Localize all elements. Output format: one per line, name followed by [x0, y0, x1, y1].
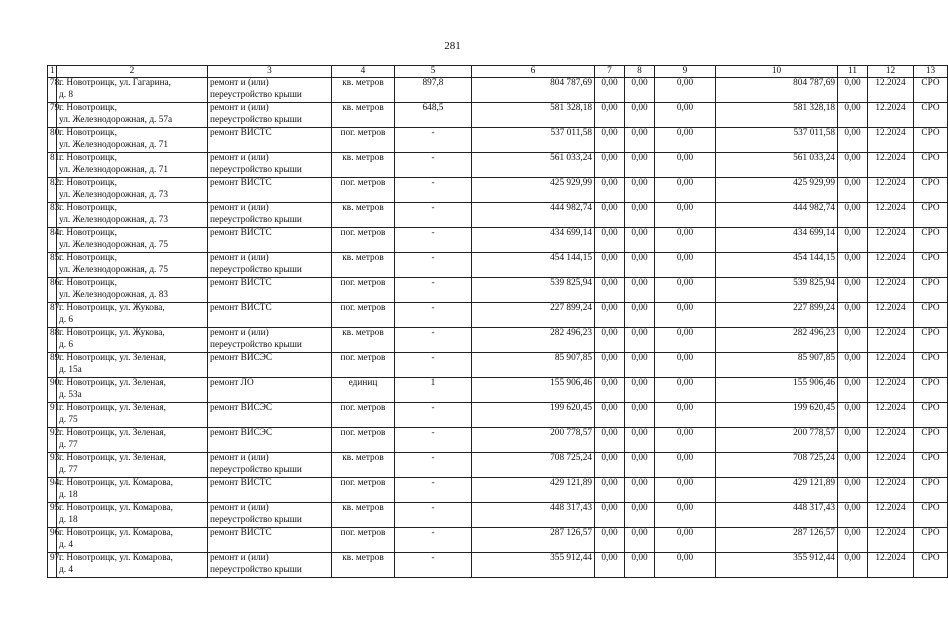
- value-cell: 0,00: [838, 553, 868, 578]
- row-number-cell: 88.: [48, 328, 57, 353]
- address-cell: г. Новотроицк, ул. Железнодорожная, д. 71: [57, 153, 208, 178]
- value-cell: 0,00: [625, 503, 655, 528]
- unit-cell: кв. метров: [332, 328, 395, 353]
- value-cell: 0,00: [655, 203, 716, 228]
- table-row: [48, 103, 948, 128]
- column-header: 7: [595, 66, 625, 78]
- method-cell: СРО: [914, 303, 948, 328]
- method-cell: СРО: [914, 453, 948, 478]
- value-cell: 0,00: [625, 428, 655, 453]
- method-cell: СРО: [914, 178, 948, 203]
- method-cell: СРО: [914, 503, 948, 528]
- total-cost-cell: 200 778,57: [472, 428, 595, 453]
- fund-cost-cell: 448 317,43: [716, 503, 838, 528]
- date-cell: 12.2024: [868, 378, 914, 403]
- volume-cell: 1: [395, 378, 472, 403]
- volume-cell: -: [395, 478, 472, 503]
- table-row: [48, 353, 948, 378]
- page-number: 281: [444, 40, 461, 52]
- value-cell: 0,00: [655, 228, 716, 253]
- value-cell: 0,00: [595, 78, 625, 103]
- unit-cell: кв. метров: [332, 253, 395, 278]
- value-cell: 0,00: [595, 228, 625, 253]
- unit-cell: кв. метров: [332, 78, 395, 103]
- table-row: [48, 278, 948, 303]
- row-number-cell: 78.: [48, 78, 57, 103]
- method-cell: СРО: [914, 403, 948, 428]
- table-row: [48, 153, 948, 178]
- unit-cell: пог. метров: [332, 178, 395, 203]
- work-type-cell: ремонт ЛО: [208, 378, 332, 403]
- total-cost-cell: 282 496,23: [472, 328, 595, 353]
- row-number-cell: 90.: [48, 378, 57, 403]
- value-cell: 0,00: [838, 78, 868, 103]
- method-cell: СРО: [914, 353, 948, 378]
- date-cell: 12.2024: [868, 353, 914, 378]
- work-type-cell: ремонт ВИСЭС: [208, 353, 332, 378]
- value-cell: 0,00: [655, 428, 716, 453]
- method-cell: СРО: [914, 128, 948, 153]
- address-cell: г. Новотроицк, ул. Железнодорожная, д. 75: [57, 228, 208, 253]
- value-cell: 0,00: [625, 353, 655, 378]
- value-cell: 0,00: [838, 378, 868, 403]
- total-cost-cell: 804 787,69: [472, 78, 595, 103]
- value-cell: 0,00: [655, 403, 716, 428]
- fund-cost-cell: 539 825,94: [716, 278, 838, 303]
- value-cell: 0,00: [625, 303, 655, 328]
- date-cell: 12.2024: [868, 203, 914, 228]
- total-cost-cell: 581 328,18: [472, 103, 595, 128]
- value-cell: 0,00: [655, 153, 716, 178]
- volume-cell: -: [395, 328, 472, 353]
- fund-cost-cell: 454 144,15: [716, 253, 838, 278]
- work-type-cell: ремонт ВИСТС: [208, 528, 332, 553]
- table-row: [48, 478, 948, 503]
- date-cell: 12.2024: [868, 453, 914, 478]
- volume-cell: -: [395, 128, 472, 153]
- total-cost-cell: 708 725,24: [472, 453, 595, 478]
- method-cell: СРО: [914, 528, 948, 553]
- method-cell: СРО: [914, 553, 948, 578]
- value-cell: 0,00: [838, 278, 868, 303]
- table-row: [48, 178, 948, 203]
- volume-cell: -: [395, 353, 472, 378]
- address-cell: г. Новотроицк, ул. Железнодорожная, д. 75: [57, 253, 208, 278]
- value-cell: 0,00: [655, 178, 716, 203]
- unit-cell: пог. метров: [332, 228, 395, 253]
- value-cell: 0,00: [595, 428, 625, 453]
- row-number-cell: 79.: [48, 103, 57, 128]
- address-cell: г. Новотроицк, ул. Железнодорожная, д. 57а: [57, 103, 208, 128]
- value-cell: 0,00: [655, 503, 716, 528]
- address-cell: г. Новотроицк, ул. Гагарина, д. 8: [57, 78, 208, 103]
- row-number-cell: 94.: [48, 478, 57, 503]
- address-cell: г. Новотроицк, ул. Комарова, д. 18: [57, 503, 208, 528]
- value-cell: 0,00: [838, 478, 868, 503]
- value-cell: 0,00: [838, 153, 868, 178]
- volume-cell: 897,8: [395, 78, 472, 103]
- date-cell: 12.2024: [868, 228, 914, 253]
- value-cell: 0,00: [595, 378, 625, 403]
- unit-cell: пог. метров: [332, 128, 395, 153]
- fund-cost-cell: 804 787,69: [716, 78, 838, 103]
- row-number-cell: 93.: [48, 453, 57, 478]
- value-cell: 0,00: [838, 503, 868, 528]
- column-header: 12: [868, 66, 914, 78]
- address-cell: г. Новотроицк, ул. Комарова, д. 4: [57, 528, 208, 553]
- volume-cell: -: [395, 178, 472, 203]
- fund-cost-cell: 708 725,24: [716, 453, 838, 478]
- fund-cost-cell: 425 929,99: [716, 178, 838, 203]
- volume-cell: -: [395, 153, 472, 178]
- total-cost-cell: 155 906,46: [472, 378, 595, 403]
- unit-cell: пог. метров: [332, 303, 395, 328]
- value-cell: 0,00: [838, 528, 868, 553]
- method-cell: СРО: [914, 103, 948, 128]
- table-row: [48, 303, 948, 328]
- column-header: 13: [914, 66, 948, 78]
- total-cost-cell: 425 929,99: [472, 178, 595, 203]
- work-type-cell: ремонт и (или) переустройство крыши: [208, 253, 332, 278]
- row-number-cell: 82.: [48, 178, 57, 203]
- volume-cell: -: [395, 453, 472, 478]
- row-number-cell: 92.: [48, 428, 57, 453]
- value-cell: 0,00: [595, 103, 625, 128]
- row-number-cell: 91.: [48, 403, 57, 428]
- method-cell: СРО: [914, 378, 948, 403]
- register-table: [47, 65, 948, 578]
- address-cell: г. Новотроицк, ул. Зеленая, д. 75: [57, 403, 208, 428]
- date-cell: 12.2024: [868, 303, 914, 328]
- work-type-cell: ремонт и (или) переустройство крыши: [208, 503, 332, 528]
- value-cell: 0,00: [595, 503, 625, 528]
- method-cell: СРО: [914, 253, 948, 278]
- method-cell: СРО: [914, 278, 948, 303]
- fund-cost-cell: 227 899,24: [716, 303, 838, 328]
- work-type-cell: ремонт ВИСТС: [208, 303, 332, 328]
- total-cost-cell: 539 825,94: [472, 278, 595, 303]
- value-cell: 0,00: [655, 78, 716, 103]
- work-type-cell: ремонт ВИСТС: [208, 128, 332, 153]
- row-number-cell: 80.: [48, 128, 57, 153]
- fund-cost-cell: 429 121,89: [716, 478, 838, 503]
- value-cell: 0,00: [625, 78, 655, 103]
- total-cost-cell: 561 033,24: [472, 153, 595, 178]
- table-row: [48, 503, 948, 528]
- address-cell: г. Новотроицк, ул. Жукова, д. 6: [57, 303, 208, 328]
- address-cell: г. Новотроицк, ул. Зеленая, д. 53а: [57, 378, 208, 403]
- work-type-cell: ремонт ВИСЭС: [208, 403, 332, 428]
- date-cell: 12.2024: [868, 328, 914, 353]
- work-type-cell: ремонт ВИСТС: [208, 178, 332, 203]
- value-cell: 0,00: [595, 328, 625, 353]
- work-type-cell: ремонт и (или) переустройство крыши: [208, 553, 332, 578]
- table-row: [48, 378, 948, 403]
- value-cell: 0,00: [838, 303, 868, 328]
- total-cost-cell: 434 699,14: [472, 228, 595, 253]
- column-header: 2: [57, 66, 208, 78]
- value-cell: 0,00: [655, 553, 716, 578]
- table-row: [48, 428, 948, 453]
- table-row: [48, 203, 948, 228]
- work-type-cell: ремонт и (или) переустройство крыши: [208, 78, 332, 103]
- method-cell: СРО: [914, 428, 948, 453]
- value-cell: 0,00: [655, 278, 716, 303]
- column-header: 11: [838, 66, 868, 78]
- fund-cost-cell: 155 906,46: [716, 378, 838, 403]
- work-type-cell: ремонт ВИСЭС: [208, 428, 332, 453]
- fund-cost-cell: 287 126,57: [716, 528, 838, 553]
- table-body: [48, 78, 948, 578]
- method-cell: СРО: [914, 153, 948, 178]
- work-type-cell: ремонт ВИСТС: [208, 228, 332, 253]
- row-number-cell: 87.: [48, 303, 57, 328]
- row-number-cell: 86.: [48, 278, 57, 303]
- value-cell: 0,00: [595, 178, 625, 203]
- row-number-cell: 83.: [48, 203, 57, 228]
- row-number-cell: 85.: [48, 253, 57, 278]
- value-cell: 0,00: [838, 103, 868, 128]
- date-cell: 12.2024: [868, 253, 914, 278]
- column-header: 6: [472, 66, 595, 78]
- value-cell: 0,00: [838, 203, 868, 228]
- volume-cell: -: [395, 528, 472, 553]
- column-header: 10: [716, 66, 838, 78]
- value-cell: 0,00: [655, 353, 716, 378]
- method-cell: СРО: [914, 203, 948, 228]
- value-cell: 0,00: [625, 403, 655, 428]
- row-number-cell: 81.: [48, 153, 57, 178]
- method-cell: СРО: [914, 328, 948, 353]
- value-cell: 0,00: [625, 478, 655, 503]
- value-cell: 0,00: [595, 203, 625, 228]
- column-header: 8: [625, 66, 655, 78]
- table-row: [48, 528, 948, 553]
- date-cell: 12.2024: [868, 528, 914, 553]
- unit-cell: кв. метров: [332, 203, 395, 228]
- unit-cell: пог. метров: [332, 353, 395, 378]
- date-cell: 12.2024: [868, 153, 914, 178]
- row-number-cell: 97.: [48, 553, 57, 578]
- value-cell: 0,00: [625, 228, 655, 253]
- date-cell: 12.2024: [868, 553, 914, 578]
- total-cost-cell: 85 907,85: [472, 353, 595, 378]
- column-header: 3: [208, 66, 332, 78]
- table-row: [48, 128, 948, 153]
- unit-cell: кв. метров: [332, 553, 395, 578]
- total-cost-cell: 454 144,15: [472, 253, 595, 278]
- unit-cell: пог. метров: [332, 403, 395, 428]
- value-cell: 0,00: [625, 278, 655, 303]
- table-row: [48, 553, 948, 578]
- unit-cell: кв. метров: [332, 453, 395, 478]
- value-cell: 0,00: [625, 528, 655, 553]
- value-cell: 0,00: [655, 253, 716, 278]
- value-cell: 0,00: [838, 453, 868, 478]
- value-cell: 0,00: [595, 153, 625, 178]
- address-cell: г. Новотроицк, ул. Зеленая, д. 15а: [57, 353, 208, 378]
- value-cell: 0,00: [625, 253, 655, 278]
- value-cell: 0,00: [838, 403, 868, 428]
- unit-cell: пог. метров: [332, 428, 395, 453]
- column-header: 9: [655, 66, 716, 78]
- address-cell: г. Новотроицк, ул. Зеленая, д. 77: [57, 453, 208, 478]
- work-type-cell: ремонт и (или) переустройство крыши: [208, 453, 332, 478]
- value-cell: 0,00: [838, 178, 868, 203]
- value-cell: 0,00: [655, 378, 716, 403]
- unit-cell: кв. метров: [332, 103, 395, 128]
- value-cell: 0,00: [625, 453, 655, 478]
- row-number-cell: 95.: [48, 503, 57, 528]
- address-cell: г. Новотроицк, ул. Железнодорожная, д. 71: [57, 128, 208, 153]
- fund-cost-cell: 355 912,44: [716, 553, 838, 578]
- volume-cell: -: [395, 278, 472, 303]
- unit-cell: пог. метров: [332, 528, 395, 553]
- method-cell: СРО: [914, 228, 948, 253]
- value-cell: 0,00: [595, 528, 625, 553]
- volume-cell: -: [395, 203, 472, 228]
- value-cell: 0,00: [625, 153, 655, 178]
- volume-cell: -: [395, 553, 472, 578]
- value-cell: 0,00: [595, 303, 625, 328]
- unit-cell: единиц: [332, 378, 395, 403]
- volume-cell: -: [395, 253, 472, 278]
- work-type-cell: ремонт и (или) переустройство крыши: [208, 153, 332, 178]
- column-header: 5: [395, 66, 472, 78]
- volume-cell: 648,5: [395, 103, 472, 128]
- date-cell: 12.2024: [868, 178, 914, 203]
- total-cost-cell: 199 620,45: [472, 403, 595, 428]
- value-cell: 0,00: [655, 128, 716, 153]
- fund-cost-cell: 199 620,45: [716, 403, 838, 428]
- value-cell: 0,00: [595, 278, 625, 303]
- unit-cell: кв. метров: [332, 153, 395, 178]
- table-row: [48, 403, 948, 428]
- value-cell: 0,00: [625, 103, 655, 128]
- value-cell: 0,00: [655, 453, 716, 478]
- total-cost-cell: 429 121,89: [472, 478, 595, 503]
- address-cell: г. Новотроицк, ул. Железнодорожная, д. 73: [57, 203, 208, 228]
- volume-cell: -: [395, 303, 472, 328]
- date-cell: 12.2024: [868, 428, 914, 453]
- work-type-cell: ремонт и (или) переустройство крыши: [208, 328, 332, 353]
- volume-cell: -: [395, 228, 472, 253]
- date-cell: 12.2024: [868, 278, 914, 303]
- table-row: [48, 228, 948, 253]
- total-cost-cell: 287 126,57: [472, 528, 595, 553]
- value-cell: 0,00: [595, 128, 625, 153]
- unit-cell: пог. метров: [332, 478, 395, 503]
- column-header: 4: [332, 66, 395, 78]
- total-cost-cell: 537 011,58: [472, 128, 595, 153]
- unit-cell: кв. метров: [332, 503, 395, 528]
- value-cell: 0,00: [595, 253, 625, 278]
- fund-cost-cell: 282 496,23: [716, 328, 838, 353]
- fund-cost-cell: 581 328,18: [716, 103, 838, 128]
- method-cell: СРО: [914, 478, 948, 503]
- value-cell: 0,00: [625, 128, 655, 153]
- date-cell: 12.2024: [868, 78, 914, 103]
- work-type-cell: ремонт и (или) переустройство крыши: [208, 203, 332, 228]
- row-number-cell: 96.: [48, 528, 57, 553]
- unit-cell: пог. метров: [332, 278, 395, 303]
- value-cell: 0,00: [655, 528, 716, 553]
- column-header: 1: [48, 66, 57, 78]
- address-cell: г. Новотроицк, ул. Железнодорожная, д. 83: [57, 278, 208, 303]
- volume-cell: -: [395, 503, 472, 528]
- value-cell: 0,00: [838, 228, 868, 253]
- value-cell: 0,00: [838, 428, 868, 453]
- address-cell: г. Новотроицк, ул. Комарова, д. 4: [57, 553, 208, 578]
- column-number-row: [48, 66, 948, 78]
- value-cell: 0,00: [625, 378, 655, 403]
- value-cell: 0,00: [625, 553, 655, 578]
- date-cell: 12.2024: [868, 478, 914, 503]
- value-cell: 0,00: [595, 353, 625, 378]
- value-cell: 0,00: [625, 178, 655, 203]
- row-number-cell: 89.: [48, 353, 57, 378]
- total-cost-cell: 444 982,74: [472, 203, 595, 228]
- address-cell: г. Новотроицк, ул. Комарова, д. 18: [57, 478, 208, 503]
- value-cell: 0,00: [595, 478, 625, 503]
- value-cell: 0,00: [595, 553, 625, 578]
- method-cell: СРО: [914, 78, 948, 103]
- total-cost-cell: 227 899,24: [472, 303, 595, 328]
- value-cell: 0,00: [655, 328, 716, 353]
- value-cell: 0,00: [838, 353, 868, 378]
- date-cell: 12.2024: [868, 103, 914, 128]
- work-type-cell: ремонт ВИСТС: [208, 278, 332, 303]
- address-cell: г. Новотроицк, ул. Железнодорожная, д. 73: [57, 178, 208, 203]
- fund-cost-cell: 85 907,85: [716, 353, 838, 378]
- row-number-cell: 84.: [48, 228, 57, 253]
- work-type-cell: ремонт и (или) переустройство крыши: [208, 103, 332, 128]
- volume-cell: -: [395, 428, 472, 453]
- value-cell: 0,00: [655, 478, 716, 503]
- table-row: [48, 453, 948, 478]
- date-cell: 12.2024: [868, 503, 914, 528]
- fund-cost-cell: 561 033,24: [716, 153, 838, 178]
- value-cell: 0,00: [655, 103, 716, 128]
- value-cell: 0,00: [655, 303, 716, 328]
- address-cell: г. Новотроицк, ул. Жукова, д. 6: [57, 328, 208, 353]
- fund-cost-cell: 444 982,74: [716, 203, 838, 228]
- address-cell: г. Новотроицк, ул. Зеленая, д. 77: [57, 428, 208, 453]
- fund-cost-cell: 537 011,58: [716, 128, 838, 153]
- total-cost-cell: 448 317,43: [472, 503, 595, 528]
- value-cell: 0,00: [595, 453, 625, 478]
- date-cell: 12.2024: [868, 403, 914, 428]
- fund-cost-cell: 434 699,14: [716, 228, 838, 253]
- table-row: [48, 253, 948, 278]
- work-type-cell: ремонт ВИСТС: [208, 478, 332, 503]
- total-cost-cell: 355 912,44: [472, 553, 595, 578]
- fund-cost-cell: 200 778,57: [716, 428, 838, 453]
- volume-cell: -: [395, 403, 472, 428]
- date-cell: 12.2024: [868, 128, 914, 153]
- value-cell: 0,00: [595, 403, 625, 428]
- value-cell: 0,00: [838, 328, 868, 353]
- value-cell: 0,00: [625, 328, 655, 353]
- value-cell: 0,00: [838, 253, 868, 278]
- value-cell: 0,00: [625, 203, 655, 228]
- value-cell: 0,00: [838, 128, 868, 153]
- table-row: [48, 78, 948, 103]
- table-row: [48, 328, 948, 353]
